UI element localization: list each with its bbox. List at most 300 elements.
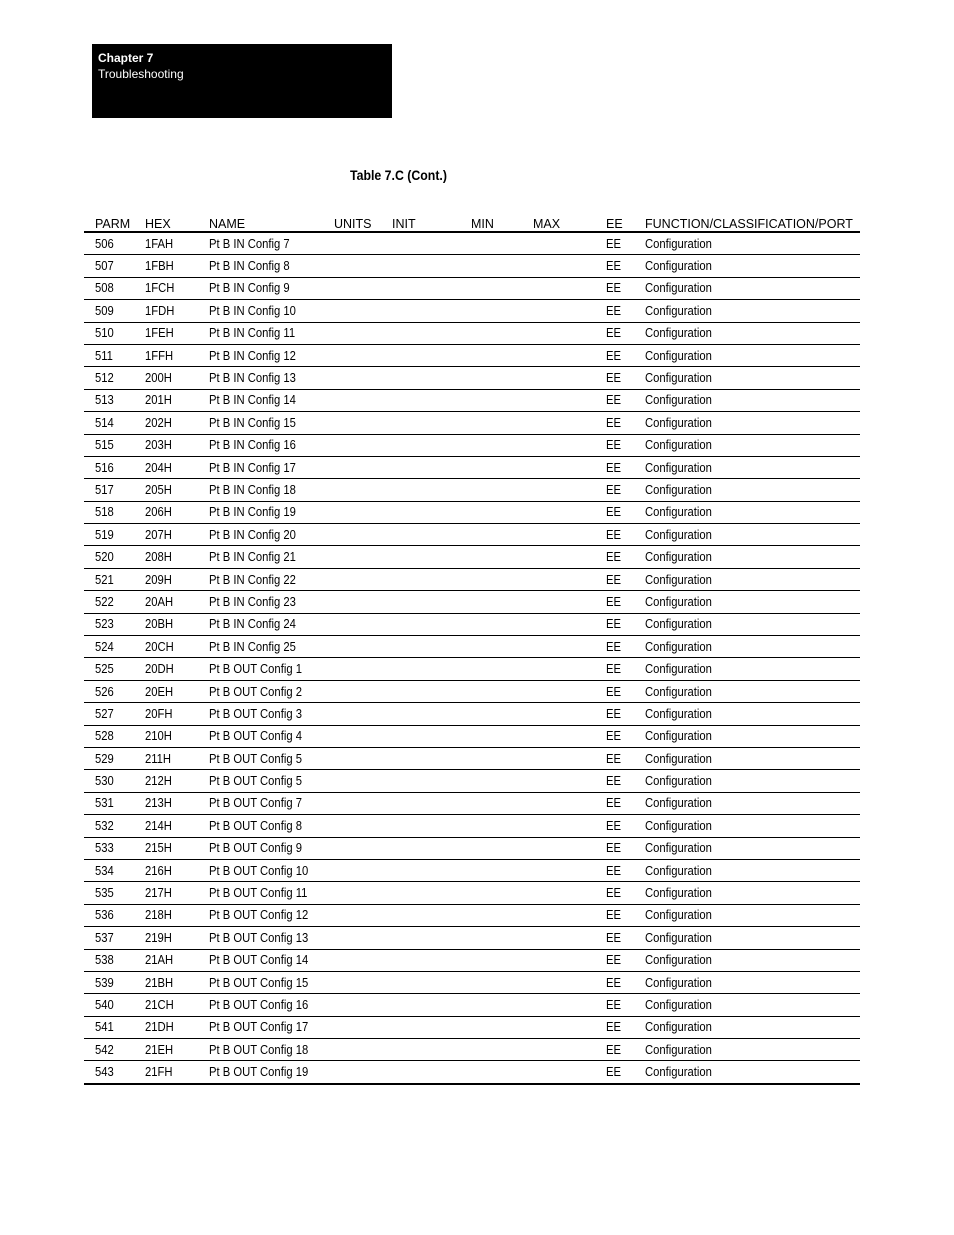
table-cell <box>84 546 134 568</box>
table-cell <box>198 658 323 680</box>
table-cell <box>634 434 860 456</box>
table-row <box>84 367 860 389</box>
table-cell <box>595 837 634 859</box>
cell-text: Pt B IN Config 16 <box>209 438 296 453</box>
table-cell <box>634 994 860 1016</box>
table-cell <box>134 949 198 971</box>
table-cell <box>595 904 634 926</box>
cell-text: Configuration <box>645 259 712 274</box>
cell-text: EE <box>606 706 622 721</box>
cell-text: Pt B OUT Config 10 <box>209 863 309 878</box>
table-cell <box>634 680 860 702</box>
table-cell <box>634 524 860 546</box>
table-cell <box>522 412 595 434</box>
table-cell <box>198 524 323 546</box>
table-cell <box>198 367 323 389</box>
table-cell <box>460 636 522 658</box>
table-cell <box>634 882 860 904</box>
table-cell <box>460 994 522 1016</box>
table-cell <box>198 1016 323 1038</box>
table-cell <box>460 904 522 926</box>
table-cell <box>134 255 198 277</box>
table-cell <box>134 277 198 299</box>
table-cell <box>595 658 634 680</box>
table-cell <box>634 725 860 747</box>
cell-text: Configuration <box>645 639 712 654</box>
cell-text: EE <box>606 886 622 901</box>
cell-text: EE <box>606 594 622 609</box>
cell-text: Pt B IN Config 17 <box>209 460 296 475</box>
table-cell <box>198 815 323 837</box>
table-cell <box>595 636 634 658</box>
table-cell <box>595 747 634 769</box>
table-cell <box>522 546 595 568</box>
table-cell <box>84 524 134 546</box>
cell-text: Configuration <box>645 908 712 923</box>
table-cell <box>634 904 860 926</box>
table-cell <box>381 524 460 546</box>
cell-text: Configuration <box>645 662 712 677</box>
table-cell <box>460 971 522 993</box>
table-row <box>84 322 860 344</box>
table-cell <box>634 344 860 366</box>
cell-text: 509 <box>95 303 114 318</box>
table-cell <box>84 322 134 344</box>
cell-text: Configuration <box>645 751 712 766</box>
cell-text: 21CH <box>145 997 174 1012</box>
cell-text: Pt B OUT Config 15 <box>209 975 309 990</box>
table-cell <box>134 904 198 926</box>
table-cell <box>84 680 134 702</box>
cell-text: 522 <box>95 594 114 609</box>
cell-text: 521 <box>95 572 114 587</box>
table-cell <box>198 613 323 635</box>
table-cell <box>134 322 198 344</box>
cell-text: 531 <box>95 796 114 811</box>
cell-text: Configuration <box>645 796 712 811</box>
cell-text: 1FBH <box>145 259 174 274</box>
table-cell <box>84 792 134 814</box>
table-cell <box>198 232 323 255</box>
column-header: MIN <box>460 208 522 232</box>
table-cell <box>522 389 595 411</box>
cell-text: Configuration <box>645 997 712 1012</box>
table-cell <box>134 792 198 814</box>
table-cell <box>460 815 522 837</box>
column-header: MAX <box>522 208 595 232</box>
table-cell <box>460 882 522 904</box>
table-cell <box>323 994 381 1016</box>
cell-text: 20AH <box>145 594 174 609</box>
table-cell <box>460 300 522 322</box>
cell-text: Configuration <box>645 236 712 251</box>
cell-text: 528 <box>95 729 114 744</box>
table-cell <box>460 703 522 725</box>
cell-text: EE <box>606 662 622 677</box>
table-cell <box>522 591 595 613</box>
table-cell <box>134 412 198 434</box>
cell-text: 542 <box>95 1042 114 1057</box>
table-cell <box>381 434 460 456</box>
cell-text: EE <box>606 975 622 990</box>
table-cell <box>198 971 323 993</box>
table-row <box>84 232 860 255</box>
cell-text: 202H <box>145 415 172 430</box>
table-cell <box>522 1061 595 1084</box>
cell-text: 512 <box>95 371 114 386</box>
cell-text: 506 <box>95 236 114 251</box>
table-row <box>84 658 860 680</box>
table-cell <box>198 568 323 590</box>
cell-text: 525 <box>95 662 114 677</box>
cell-text: EE <box>606 863 622 878</box>
table-cell <box>595 859 634 881</box>
column-header: PARM <box>84 208 134 232</box>
column-header: HEX <box>134 208 198 232</box>
table-cell <box>381 1016 460 1038</box>
table-cell <box>323 322 381 344</box>
cell-text: Configuration <box>645 550 712 565</box>
cell-text: 517 <box>95 482 114 497</box>
cell-text: Pt B OUT Config 1 <box>209 662 302 677</box>
table-row <box>84 389 860 411</box>
cell-text: EE <box>606 415 622 430</box>
table-cell <box>323 680 381 702</box>
table-row <box>84 412 860 434</box>
table-cell <box>381 412 460 434</box>
table-cell <box>634 456 860 478</box>
table-cell <box>323 725 381 747</box>
table-cell <box>134 479 198 501</box>
table-cell <box>522 344 595 366</box>
table-cell <box>323 434 381 456</box>
table-cell <box>634 568 860 590</box>
table-row <box>84 546 860 568</box>
cell-text: Pt B OUT Config 16 <box>209 997 309 1012</box>
table-cell <box>84 412 134 434</box>
cell-text: EE <box>606 818 622 833</box>
table-cell <box>634 837 860 859</box>
table-title: Table 7.C (Cont.) <box>350 167 447 183</box>
cell-text: EE <box>606 505 622 520</box>
table-cell <box>198 904 323 926</box>
table-cell <box>634 255 860 277</box>
table-cell <box>84 859 134 881</box>
cell-text: EE <box>606 930 622 945</box>
cell-text: EE <box>606 527 622 542</box>
table-cell <box>634 277 860 299</box>
table-cell <box>198 300 323 322</box>
cell-text: EE <box>606 684 622 699</box>
table-cell <box>134 927 198 949</box>
cell-text: Pt B IN Config 23 <box>209 594 296 609</box>
table-cell <box>134 613 198 635</box>
column-header: NAME <box>198 208 323 232</box>
table-cell <box>522 747 595 769</box>
cell-text: 205H <box>145 482 172 497</box>
table-cell <box>522 994 595 1016</box>
table-cell <box>381 1061 460 1084</box>
cell-text: Configuration <box>645 818 712 833</box>
table-cell <box>84 703 134 725</box>
table-cell <box>323 524 381 546</box>
table-cell <box>522 949 595 971</box>
table-cell <box>634 949 860 971</box>
table-cell <box>595 344 634 366</box>
table-cell <box>460 568 522 590</box>
table-cell <box>595 277 634 299</box>
table-cell <box>381 904 460 926</box>
table-cell <box>634 591 860 613</box>
table-cell <box>381 591 460 613</box>
table-cell <box>134 367 198 389</box>
cell-text: Pt B IN Config 9 <box>209 281 290 296</box>
table-cell <box>595 479 634 501</box>
table-cell <box>522 613 595 635</box>
table-cell <box>323 277 381 299</box>
cell-text: 207H <box>145 527 172 542</box>
table-cell <box>381 367 460 389</box>
cell-text: EE <box>606 1042 622 1057</box>
cell-text: 543 <box>95 1065 114 1080</box>
table-cell <box>522 837 595 859</box>
cell-text: 210H <box>145 729 172 744</box>
cell-text: Pt B OUT Config 11 <box>209 886 308 901</box>
table-cell <box>198 389 323 411</box>
table-cell <box>198 747 323 769</box>
table-row <box>84 837 860 859</box>
table-cell <box>134 300 198 322</box>
table-cell <box>198 1039 323 1061</box>
cell-text: 507 <box>95 259 114 274</box>
cell-text: 529 <box>95 751 114 766</box>
table-cell <box>134 1061 198 1084</box>
table-cell <box>84 971 134 993</box>
table-cell <box>634 747 860 769</box>
cell-text: EE <box>606 371 622 386</box>
cell-text: EE <box>606 997 622 1012</box>
table-cell <box>134 456 198 478</box>
cell-text: 21EH <box>145 1042 174 1057</box>
table-row <box>84 904 860 926</box>
table-cell <box>595 971 634 993</box>
cell-text: EE <box>606 326 622 341</box>
table-cell <box>522 300 595 322</box>
table-cell <box>634 479 860 501</box>
table-cell <box>134 815 198 837</box>
table-cell <box>134 703 198 725</box>
cell-text: EE <box>606 841 622 856</box>
cell-text: 204H <box>145 460 172 475</box>
table-cell <box>381 994 460 1016</box>
table-cell <box>84 568 134 590</box>
table-cell <box>634 971 860 993</box>
table-cell <box>84 434 134 456</box>
table-cell <box>134 837 198 859</box>
table-row <box>84 859 860 881</box>
table-cell <box>323 703 381 725</box>
table-cell <box>323 232 381 255</box>
table-cell <box>381 344 460 366</box>
cell-text: Configuration <box>645 505 712 520</box>
table-row <box>84 703 860 725</box>
table-cell <box>84 255 134 277</box>
table-cell <box>198 1061 323 1084</box>
cell-text: 203H <box>145 438 172 453</box>
table-cell <box>84 815 134 837</box>
table-cell <box>595 994 634 1016</box>
cell-text: Pt B OUT Config 14 <box>209 953 309 968</box>
cell-text: Configuration <box>645 438 712 453</box>
table-cell <box>522 322 595 344</box>
cell-text: Pt B OUT Config 17 <box>209 1020 309 1035</box>
table-row <box>84 971 860 993</box>
table-cell <box>522 971 595 993</box>
table-cell <box>323 1016 381 1038</box>
table-row <box>84 770 860 792</box>
table-cell <box>460 546 522 568</box>
table-cell <box>198 770 323 792</box>
table-cell <box>323 770 381 792</box>
parameter-table <box>84 208 860 1085</box>
cell-text: Pt B OUT Config 12 <box>209 908 309 923</box>
table-cell <box>381 479 460 501</box>
cell-text: Pt B OUT Config 5 <box>209 751 302 766</box>
table-cell <box>198 456 323 478</box>
table-cell <box>84 479 134 501</box>
table-cell <box>381 546 460 568</box>
table-cell <box>84 770 134 792</box>
table-cell <box>198 636 323 658</box>
cell-text: EE <box>606 259 622 274</box>
table-cell <box>460 747 522 769</box>
cell-text: 513 <box>95 393 114 408</box>
table-cell <box>84 1039 134 1061</box>
table-cell <box>634 389 860 411</box>
cell-text: 212H <box>145 774 172 789</box>
table-cell <box>134 389 198 411</box>
cell-text: Configuration <box>645 460 712 475</box>
table-cell <box>381 322 460 344</box>
table-cell <box>595 792 634 814</box>
table-cell <box>134 232 198 255</box>
table-cell <box>134 1016 198 1038</box>
table-cell <box>522 770 595 792</box>
table-cell <box>198 703 323 725</box>
table-row <box>84 479 860 501</box>
table-cell <box>134 434 198 456</box>
table-row <box>84 747 860 769</box>
cell-text: Configuration <box>645 1020 712 1035</box>
cell-text: 508 <box>95 281 114 296</box>
table-cell <box>522 479 595 501</box>
table-cell <box>522 232 595 255</box>
table-cell <box>595 703 634 725</box>
table-cell <box>522 658 595 680</box>
chapter-label: Chapter 7 <box>98 51 154 65</box>
table-cell <box>460 680 522 702</box>
table-cell <box>634 546 860 568</box>
table-cell <box>381 613 460 635</box>
table-cell <box>381 658 460 680</box>
table-cell <box>460 1039 522 1061</box>
table-cell <box>323 456 381 478</box>
table-cell <box>460 1061 522 1084</box>
table-cell <box>460 412 522 434</box>
table-cell <box>595 300 634 322</box>
table-row <box>84 882 860 904</box>
table-cell <box>84 747 134 769</box>
table-row <box>84 1061 860 1084</box>
table-cell <box>323 367 381 389</box>
cell-text: 527 <box>95 706 114 721</box>
cell-text: EE <box>606 438 622 453</box>
cell-text: Pt B IN Config 12 <box>209 348 296 363</box>
table-cell <box>460 434 522 456</box>
table-cell <box>595 815 634 837</box>
table-row <box>84 501 860 523</box>
table-cell <box>522 1016 595 1038</box>
table-cell <box>134 591 198 613</box>
table-cell <box>134 994 198 1016</box>
cell-text: 217H <box>145 886 172 901</box>
cell-text: Configuration <box>645 594 712 609</box>
cell-text: EE <box>606 639 622 654</box>
table-cell <box>198 994 323 1016</box>
table-cell <box>522 636 595 658</box>
cell-text: 21BH <box>145 975 174 990</box>
table-cell <box>84 882 134 904</box>
table-cell <box>595 255 634 277</box>
table-cell <box>595 568 634 590</box>
table-cell <box>381 792 460 814</box>
cell-text: 218H <box>145 908 172 923</box>
table-cell <box>595 613 634 635</box>
table-cell <box>198 725 323 747</box>
table-cell <box>460 501 522 523</box>
table-row <box>84 591 860 613</box>
table-cell <box>134 524 198 546</box>
table-cell <box>84 994 134 1016</box>
table-cell <box>634 815 860 837</box>
table-cell <box>595 501 634 523</box>
table-cell <box>634 1039 860 1061</box>
cell-text: Configuration <box>645 572 712 587</box>
table-cell <box>84 456 134 478</box>
table-cell <box>381 703 460 725</box>
table-cell <box>84 501 134 523</box>
table-cell <box>460 725 522 747</box>
table-cell <box>198 322 323 344</box>
table-cell <box>134 658 198 680</box>
table-cell <box>595 770 634 792</box>
table-cell <box>381 389 460 411</box>
cell-text: 538 <box>95 953 114 968</box>
table-cell <box>323 949 381 971</box>
table-cell <box>460 456 522 478</box>
cell-text: 216H <box>145 863 172 878</box>
table-cell <box>522 927 595 949</box>
table-row <box>84 568 860 590</box>
cell-text: Pt B OUT Config 8 <box>209 818 302 833</box>
table-cell <box>198 434 323 456</box>
table-cell <box>634 792 860 814</box>
table-cell <box>522 277 595 299</box>
table-cell <box>134 636 198 658</box>
cell-text: Configuration <box>645 684 712 699</box>
table-cell <box>323 546 381 568</box>
cell-text: 510 <box>95 326 114 341</box>
